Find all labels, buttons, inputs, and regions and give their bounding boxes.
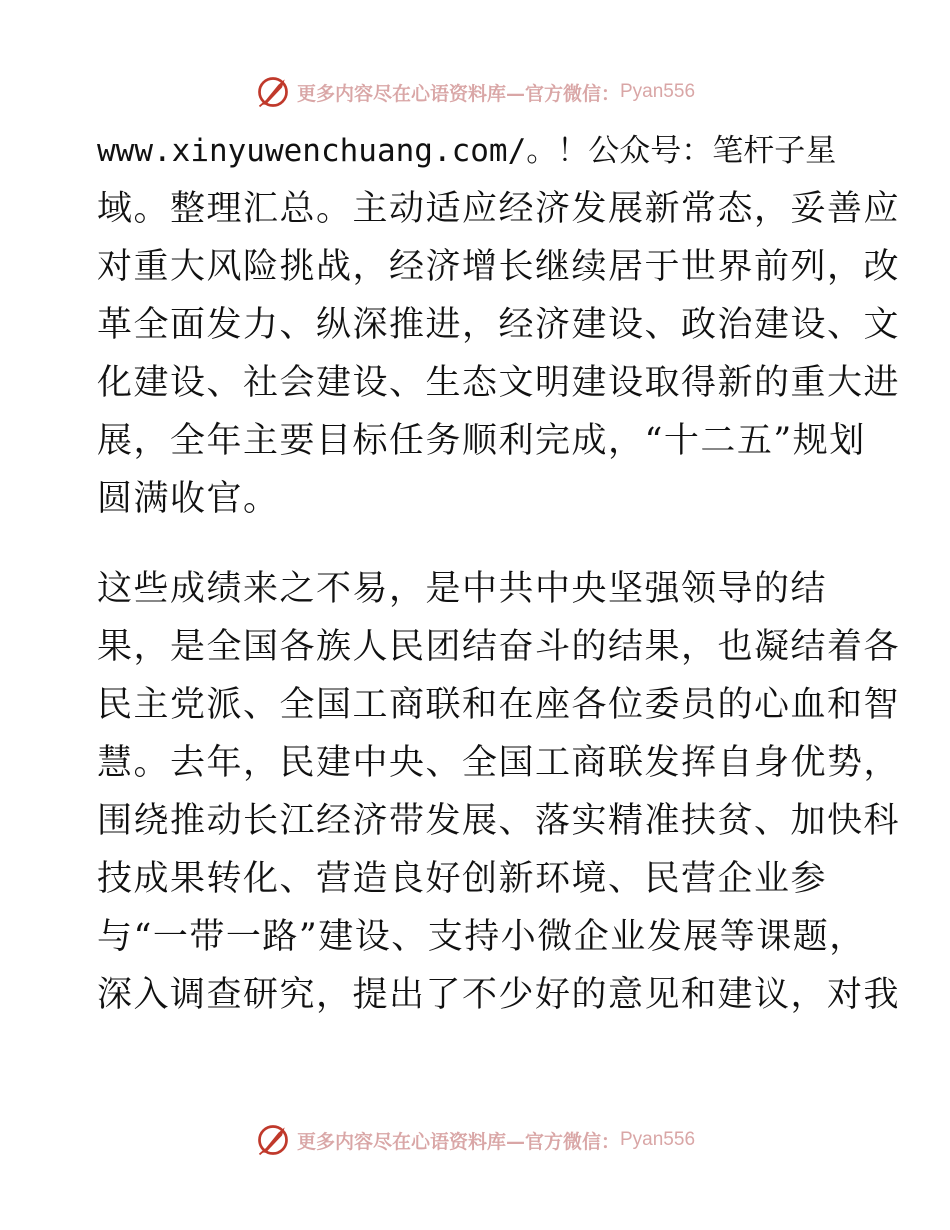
paragraph-spacer [97, 528, 857, 560]
watermark-text: 更多内容尽在心语资料库—官方微信： [296, 82, 620, 105]
watermark-text: 更多内容尽在心语资料库—官方微信： [296, 1130, 620, 1153]
text-line: 深入调查研究，提出了不少好的意见和建议，对我 [97, 975, 901, 1015]
text-line: 民主党派、全国工商联和在座各位委员的心血和智 [97, 685, 901, 725]
watermark-wechat-id: Pyan556 [620, 1129, 696, 1150]
text-line: 这些成绩来之不易，是中共中央坚强领导的结 [97, 569, 828, 609]
quill-pen-logo-icon [255, 1122, 291, 1158]
text-line: www.xinyuwenchuang.com/。！公众号：笔杆子星 [97, 133, 837, 169]
text-line: 慧。去年，民建中央、全国工商联发挥自身优势， [97, 743, 901, 783]
text-line: 技成果转化、营造良好创新环境、民营企业参 [97, 859, 828, 899]
header-watermark [0, 72, 950, 112]
text-line: 果，是全国各族人民团结奋斗的结果，也凝结着各 [97, 627, 901, 667]
quill-pen-logo-icon [255, 74, 291, 110]
document-body [97, 122, 901, 1024]
text-line: 与“一带一路”建设、支持小微企业发展等课题， [97, 917, 866, 957]
text-line: 围绕推动长江经济带发展、落实精准扶贫、加快科 [97, 801, 901, 841]
paragraph-2 [97, 560, 901, 1024]
text-line: 革全面发力、纵深推进，经济建设、政治建设、文 [97, 305, 901, 345]
text-line: 域。整理汇总。主动适应经济发展新常态，妥善应 [97, 189, 901, 229]
watermark-wechat-id: Pyan556 [620, 81, 696, 102]
text-line: 展，全年主要目标任务顺利完成，“十二五”规划 [97, 421, 866, 461]
text-line: 圆满收官。 [97, 479, 280, 519]
footer-watermark [0, 1120, 950, 1160]
paragraph-1 [97, 122, 901, 528]
text-line: 化建设、社会建设、生态文明建设取得新的重大进 [97, 363, 901, 403]
text-line: 对重大风险挑战，经济增长继续居于世界前列，改 [97, 247, 901, 287]
